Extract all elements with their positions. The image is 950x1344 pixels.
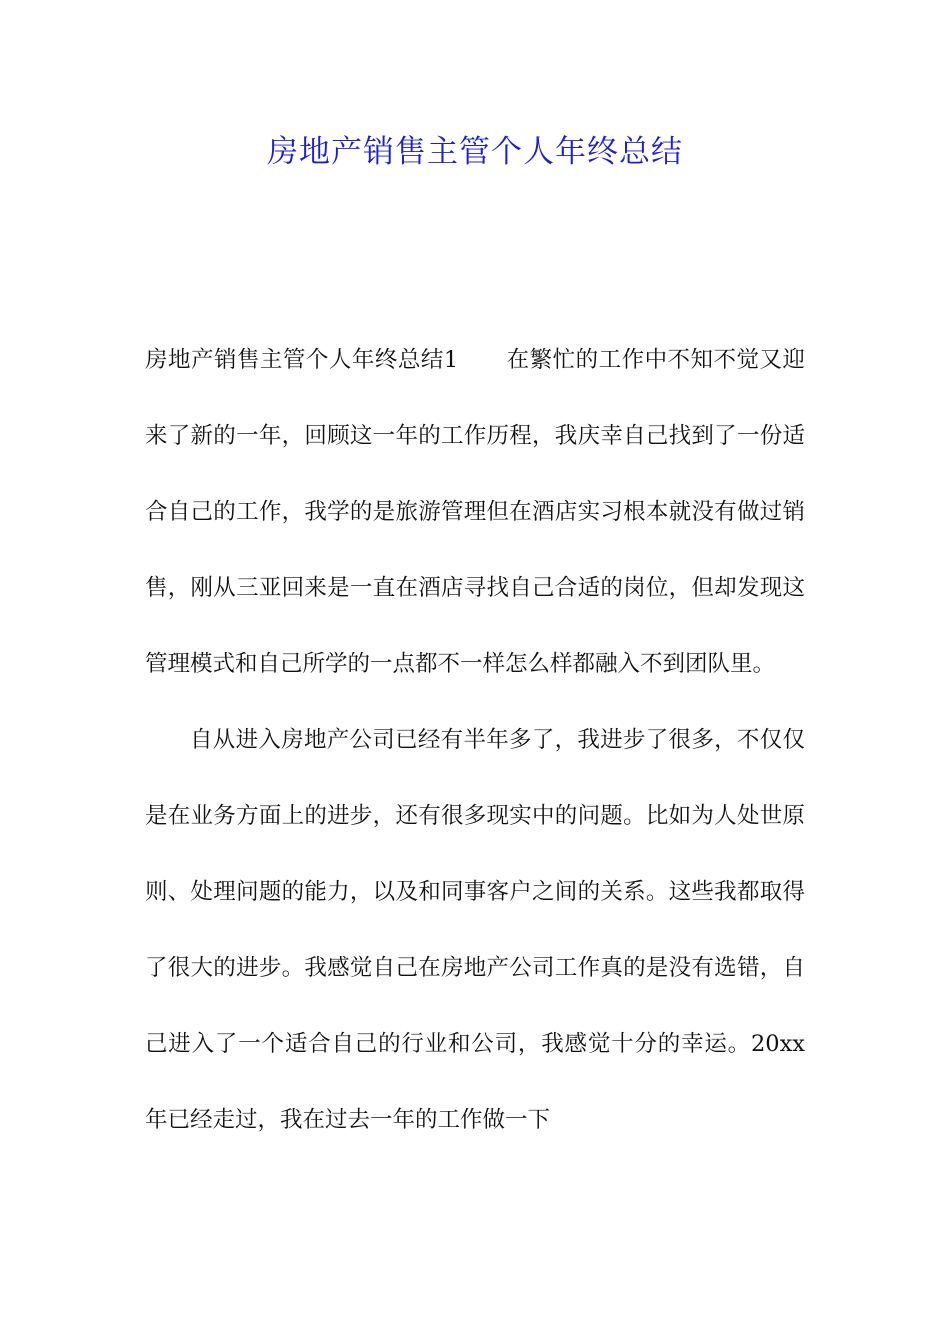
paragraph-1-text: 在繁忙的工作中不知不觉又迎来了新的一年，回顾这一年的工作历程，我庆幸自己找到了一份适合自己的工作，我学的是旅游管理但在酒店实习根本就没有做过销售，刚从三亚回来是一直在酒店寻找自己合适的岗位，但却发现这管理模式和自己所学的一点都不一样怎么样都融入不到团队里。 xyxy=(145,347,805,677)
document-title: 房地产销售主管个人年终总结 xyxy=(267,134,683,170)
paragraph-2: 自从进入房地产公司已经有半年多了，我进步了很多，不仅仅是在业务方面上的进步，还有很多现实中的问题。比如为人处世原则、处理问题的能力，以及和同事客户之间的关系。这些我都取得了很大的进步。我感觉自己在房地产公司工作真的是没有选错，自己进入了一个适合自己的行业和公司，我感觉十分的幸运。20xx年已经走过，我在过去一年的工作做一下 xyxy=(145,727,805,1133)
document-body xyxy=(145,322,805,1158)
paragraph-1 xyxy=(145,322,805,702)
paragraph-1-heading: 房地产销售主管个人年终总结1 xyxy=(145,347,459,373)
